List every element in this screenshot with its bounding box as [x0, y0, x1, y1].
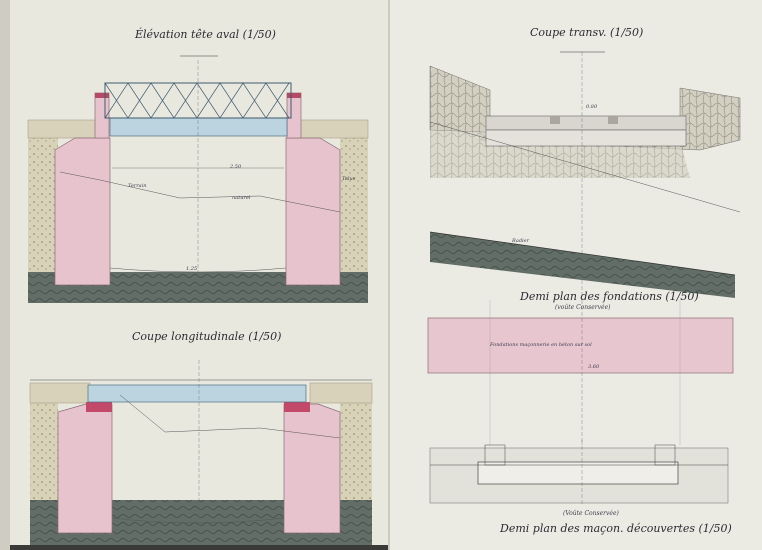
height-dim: 1.25 — [186, 266, 198, 272]
masonry-note: (Voûte Conservée) — [563, 510, 619, 517]
depth-dim: 0.80 — [586, 104, 598, 110]
cross-section-title: Coupe transv. (1/50) — [530, 26, 644, 39]
slope-label: Talus — [342, 176, 356, 182]
foundations-plan-title: Demi plan des fondations (1/50) — [520, 290, 699, 303]
elevation-title: Élévation tête aval (1/50) — [135, 28, 276, 41]
width-dim: 3.60 — [588, 364, 600, 370]
masonry-plan — [430, 440, 728, 505]
foundation-strip-label: Fondations maçonnerie en béton sur sol — [490, 342, 592, 348]
terrain-label: Terrain — [128, 183, 147, 189]
natural-label: naturel — [232, 195, 251, 201]
span-dim: 2.50 — [230, 164, 242, 170]
foundations-note: (voûte Conservée) — [555, 304, 611, 311]
bed-label: Radier — [512, 238, 530, 244]
masonry-plan-title: Demi plan des maçon. découvertes (1/50) — [500, 522, 732, 535]
longitudinal-title: Coupe longitudinale (1/50) — [132, 330, 282, 343]
